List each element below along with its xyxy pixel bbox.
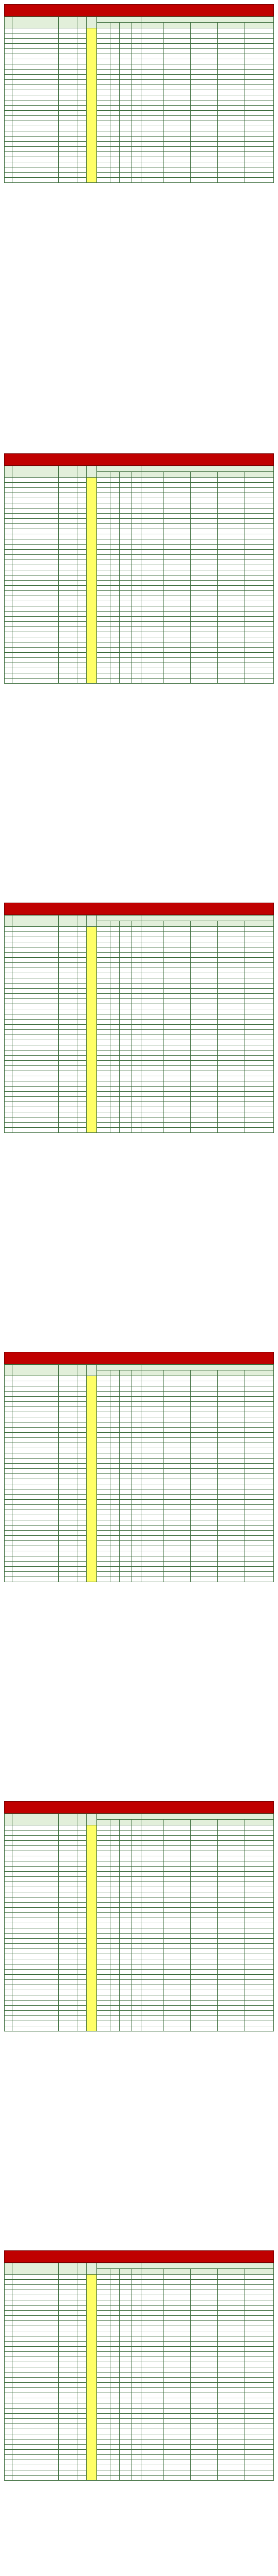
table-body <box>5 2275 274 2481</box>
table-column-header <box>5 1365 274 1376</box>
highlighted-column <box>86 2275 96 2480</box>
sheet-header <box>4 2250 274 2263</box>
sheet-caption <box>4 706 274 711</box>
column-group-band <box>96 466 274 472</box>
student-table <box>4 2263 274 2481</box>
class-sheet <box>4 1801 274 2031</box>
table-body <box>5 1376 274 1582</box>
student-table <box>4 1814 274 2031</box>
sheet-caption <box>4 205 274 210</box>
highlighted-column <box>86 1825 96 2031</box>
table-body <box>5 1825 274 2031</box>
student-table <box>4 466 274 684</box>
sheet-subtitle <box>5 1807 273 1813</box>
class-sheet <box>4 903 274 1133</box>
sheet-header <box>4 1352 274 1364</box>
sheet-title <box>5 1352 273 1358</box>
table-body <box>5 927 274 1133</box>
column-group-band <box>96 1365 274 1370</box>
sheet-header <box>4 4 274 16</box>
column-group-band <box>96 1814 274 1820</box>
sheet-subtitle <box>5 10 273 16</box>
class-sheet <box>4 2250 274 2481</box>
sheet-title <box>5 1802 273 1807</box>
student-table <box>4 915 274 1133</box>
student-table <box>4 1364 274 1582</box>
table-body <box>5 28 274 183</box>
table-body <box>5 478 274 684</box>
sheet-header <box>4 1801 274 1814</box>
table-column-header <box>5 17 274 28</box>
sheet-subtitle <box>5 460 273 465</box>
sheet-caption <box>4 2503 274 2508</box>
highlighted-column <box>86 478 96 683</box>
sheet-caption <box>4 1155 274 1160</box>
sheet-subtitle <box>5 909 273 914</box>
class-sheet <box>4 4 274 183</box>
highlighted-column <box>86 28 96 182</box>
sheet-title <box>5 903 273 909</box>
sheet-subtitle <box>5 2257 273 2262</box>
class-sheet <box>4 1352 274 1582</box>
student-table <box>4 16 274 183</box>
table-column-header <box>5 2263 274 2275</box>
highlighted-column <box>86 1376 96 1582</box>
column-group-band <box>96 2263 274 2269</box>
sheet-title <box>5 2251 273 2257</box>
sheet-header <box>4 903 274 915</box>
column-group-band <box>96 17 274 23</box>
table-column-header <box>5 1814 274 1825</box>
class-sheet <box>4 453 274 684</box>
sheet-header <box>4 453 274 466</box>
sheet-caption <box>4 2054 274 2059</box>
sheet-title <box>5 454 273 460</box>
sheet-title <box>5 5 273 10</box>
highlighted-column <box>86 927 96 1132</box>
table-column-header <box>5 916 274 927</box>
sheet-subtitle <box>5 1358 273 1364</box>
column-group-band <box>96 916 274 921</box>
sheet-caption <box>4 1604 274 1609</box>
table-column-header <box>5 466 274 478</box>
